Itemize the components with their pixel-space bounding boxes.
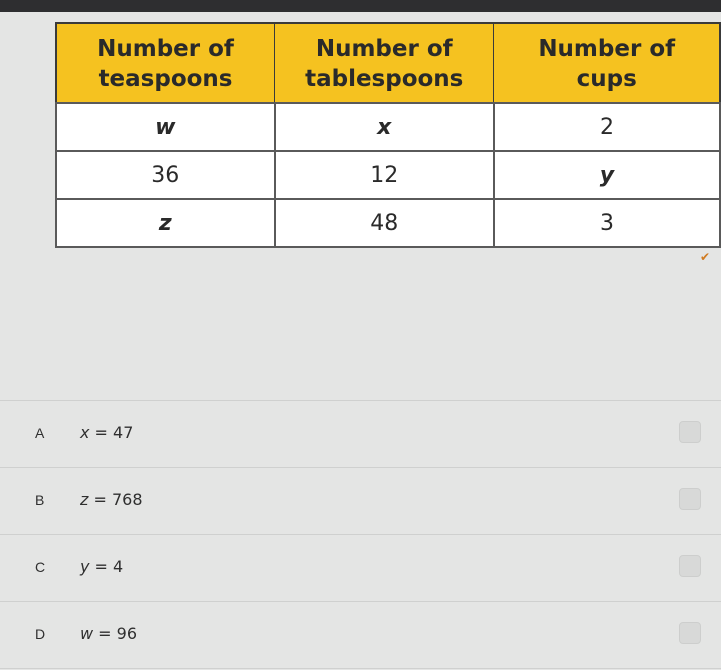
- table-cell: w: [56, 103, 275, 151]
- table-row: [56, 151, 720, 199]
- choice-letter: A: [35, 425, 45, 441]
- table-row: [56, 199, 720, 247]
- table-cell: 12: [275, 151, 494, 199]
- table-cell: 2: [494, 103, 720, 151]
- choice-answer: w = 96: [80, 624, 138, 643]
- table-cell: y: [494, 151, 720, 199]
- header-cups: Number of cups: [494, 23, 720, 103]
- radio-button[interactable]: [679, 555, 701, 577]
- choice-d[interactable]: [0, 601, 721, 669]
- choice-answer: z = 768: [80, 490, 143, 509]
- choice-letter: C: [35, 559, 46, 575]
- choice-b[interactable]: [0, 467, 721, 534]
- measurement-table: [55, 22, 721, 248]
- answer-choices: [0, 400, 721, 669]
- choice-c[interactable]: [0, 534, 721, 601]
- radio-button[interactable]: [679, 488, 701, 510]
- table-cell: x: [275, 103, 494, 151]
- header-tablespoons: Number of tablespoons: [275, 23, 494, 103]
- radio-button[interactable]: [679, 622, 701, 644]
- choice-answer: x = 47: [80, 423, 134, 442]
- top-bar: [0, 0, 721, 12]
- table-header-row: [56, 23, 720, 103]
- choice-letter: B: [35, 492, 45, 508]
- conversion-table: [55, 22, 721, 248]
- table-cell: 36: [56, 151, 275, 199]
- table-row: [56, 103, 720, 151]
- header-teaspoons: Number of teaspoons: [56, 23, 275, 103]
- choice-a[interactable]: [0, 400, 721, 467]
- radio-button[interactable]: [679, 421, 701, 443]
- table-cell: z: [56, 199, 275, 247]
- table-cell: 3: [494, 199, 720, 247]
- table-cell: 48: [275, 199, 494, 247]
- choice-answer: y = 4: [80, 557, 124, 576]
- stray-mark-icon: ✔: [700, 250, 711, 264]
- choice-letter: D: [35, 626, 46, 642]
